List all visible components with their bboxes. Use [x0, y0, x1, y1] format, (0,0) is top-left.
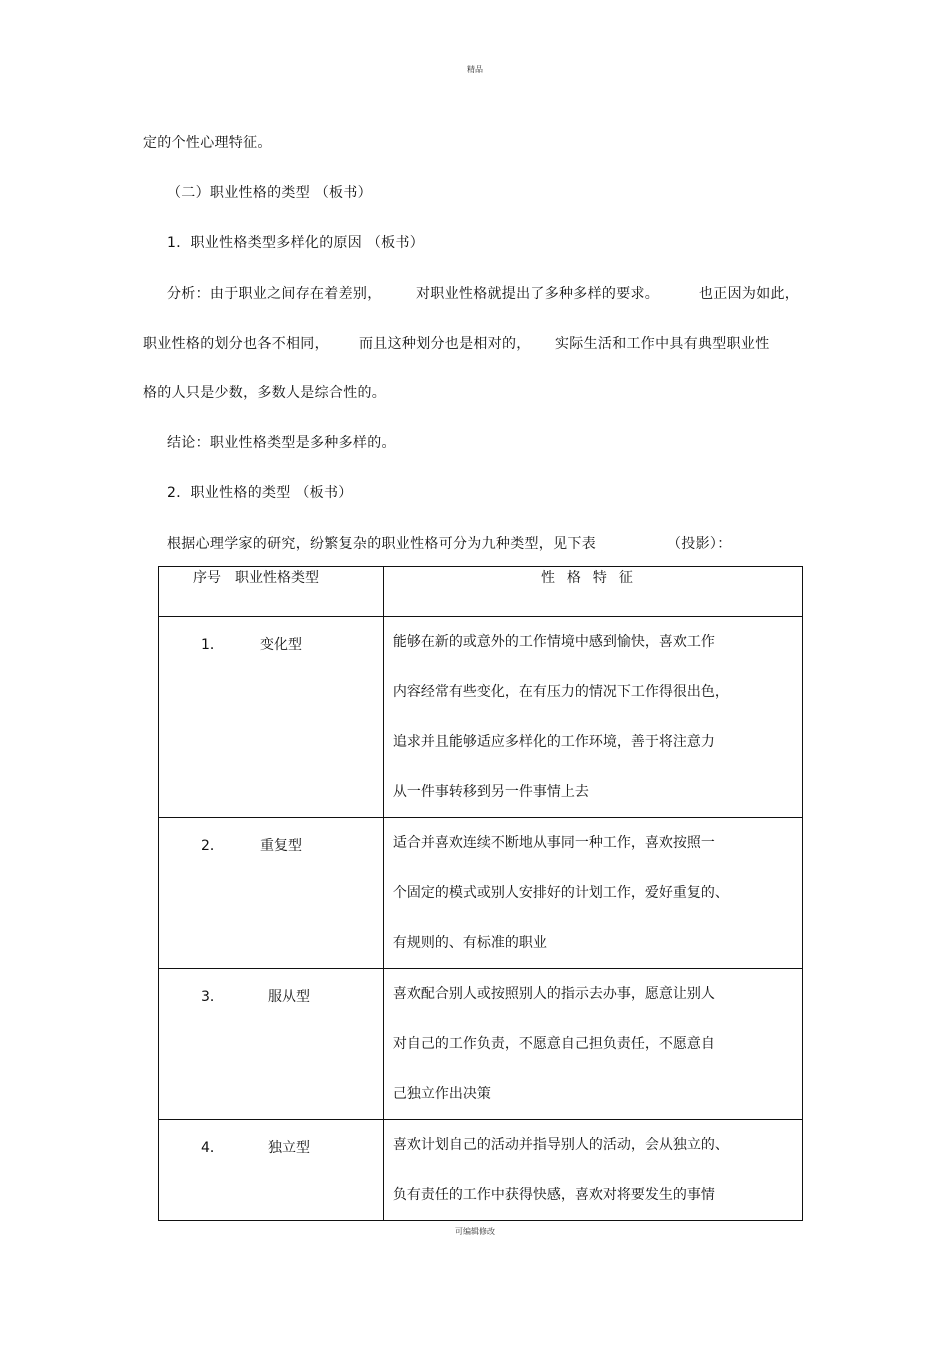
trait-line: 有规则的、有标准的职业 [392, 935, 547, 951]
analysis-line3: 格的人只是少数，多数人是综合性的。 [143, 385, 387, 401]
intro-table-projection: （投影）： [667, 536, 732, 552]
paragraph-continuation: 定的个性心理特征。 [143, 135, 272, 151]
personality-types-table [158, 566, 803, 1221]
intro-table-text: 根据心理学家的研究，纷繁复杂的职业性格可分为九种类型，见下表 [167, 536, 596, 552]
trait-line: 从一件事转移到另一件事情上去 [392, 784, 589, 800]
analysis-line2-part3: 实际生活和工作中具有典型职业性 [555, 336, 770, 352]
row-number: 2． [201, 838, 224, 854]
trait-line: 适合并喜欢连续不断地从事同一种工作，喜欢按照一 [392, 835, 715, 851]
type-name: 重复型 [260, 838, 302, 854]
type-name: 服从型 [268, 989, 310, 1005]
traits-cell [383, 818, 802, 969]
subheading-diversity-reason: 1．职业性格类型多样化的原因 （板书） [167, 235, 425, 251]
traits-cell [383, 1120, 802, 1221]
header-traits: 性格特征 [383, 567, 802, 617]
row-number: 3． [201, 989, 224, 1005]
trait-line: 内容经常有些变化，在有压力的情况下工作得很出色， [392, 684, 729, 700]
table-row [159, 617, 803, 818]
trait-line: 喜欢配合别人或按照别人的指示去办事，愿意让别人 [392, 986, 715, 1002]
trait-line: 个固定的模式或别人安排好的计划工作，爱好重复的、 [392, 885, 729, 901]
traits-cell [383, 969, 802, 1120]
footer-watermark: 可编辑修改 [455, 1227, 495, 1236]
subheading-types: 2．职业性格的类型 （板书） [167, 485, 353, 501]
conclusion-text: 结论：职业性格类型是多种多样的。 [167, 435, 396, 451]
row-number: 1． [201, 637, 224, 653]
trait-line: 负有责任的工作中获得快感，喜欢对将要发生的事情 [392, 1187, 715, 1203]
header-number-type: 序号 职业性格类型 [159, 567, 384, 617]
section-heading-types: （二）职业性格的类型 （板书） [167, 185, 372, 201]
table-row [159, 1120, 803, 1221]
traits-cell [383, 617, 802, 818]
analysis-line2-part1: 职业性格的划分也各不相同， [143, 336, 329, 352]
analysis-text-part3: 也正因为如此， [699, 286, 800, 302]
type-name: 独立型 [268, 1140, 310, 1156]
analysis-text-part1: 分析：由于职业之间存在着差别， [167, 286, 382, 302]
table-header-row [159, 567, 803, 617]
header-watermark: 精品 [467, 65, 483, 74]
table-row [159, 969, 803, 1120]
type-cell [159, 969, 384, 1120]
trait-line: 能够在新的或意外的工作情境中感到愉快，喜欢工作 [392, 634, 715, 650]
analysis-line2-part2: 而且这种划分也是相对的， [359, 336, 531, 352]
analysis-text-part2: 对职业性格就提出了多种多样的要求。 [416, 286, 660, 302]
trait-line: 追求并且能够适应多样化的工作环境，善于将注意力 [392, 734, 715, 750]
type-cell [159, 1120, 384, 1221]
type-cell [159, 617, 384, 818]
row-number: 4． [201, 1140, 224, 1156]
type-name: 变化型 [260, 637, 302, 653]
table-row [159, 818, 803, 969]
trait-line: 喜欢计划自己的活动并指导别人的活动，会从独立的、 [392, 1137, 729, 1153]
type-cell [159, 818, 384, 969]
trait-line: 对自己的工作负责，不愿意自己担负责任，不愿意自 [392, 1036, 715, 1052]
trait-line: 己独立作出决策 [392, 1086, 491, 1102]
